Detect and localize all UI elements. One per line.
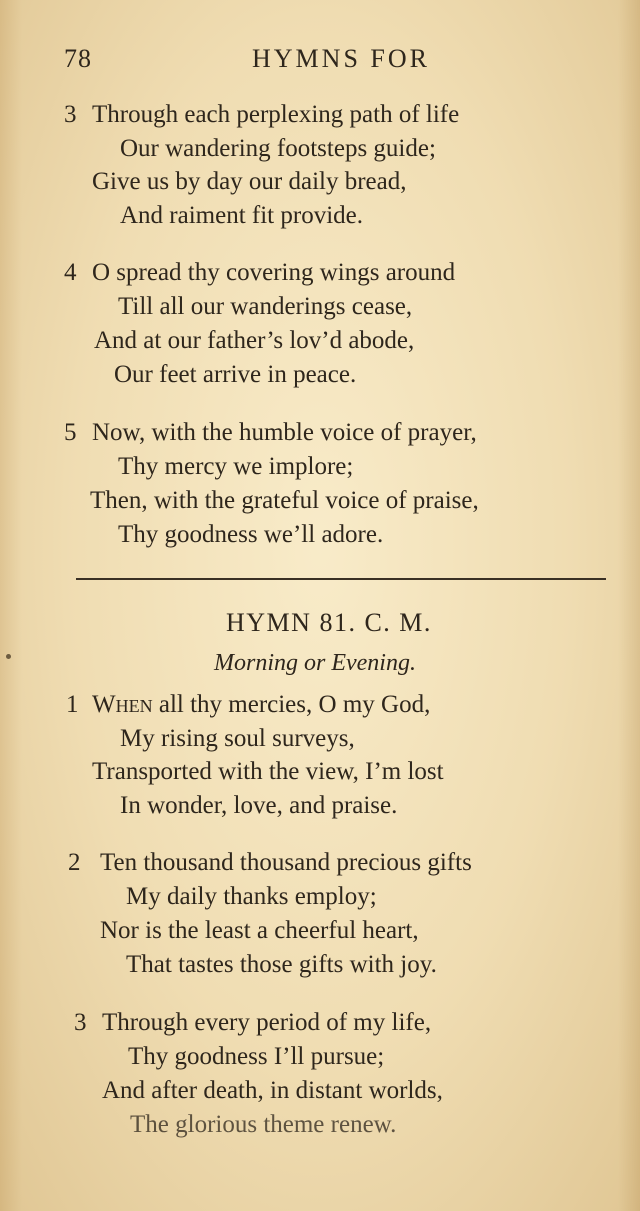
verse-line: Give us by day our daily bread, bbox=[92, 168, 407, 195]
ink-speck bbox=[6, 654, 11, 659]
page-number: 78 bbox=[64, 44, 92, 73]
verse-line: That tastes those gifts with joy. bbox=[126, 951, 437, 978]
verse-line: My daily thanks employ; bbox=[126, 883, 377, 910]
verse-line: My rising soul surveys, bbox=[120, 725, 355, 752]
verse-line: And at our father’s lov’d abode, bbox=[94, 327, 415, 354]
verse-line: Transported with the view, I’m lost bbox=[92, 758, 444, 785]
verse-line: Thy goodness I’ll pursue; bbox=[128, 1043, 385, 1070]
stanza-number: 3 bbox=[64, 101, 77, 128]
verse-line: Our wandering footsteps guide; bbox=[120, 135, 436, 162]
verse-line: And after death, in distant worlds, bbox=[102, 1077, 443, 1104]
stanza-number: 4 bbox=[64, 259, 77, 286]
section-divider bbox=[76, 578, 606, 580]
hymn-title: HYMN 81. C. M. bbox=[226, 608, 432, 637]
stanza-number: 2 bbox=[68, 849, 81, 876]
verse-line: And raiment fit provide. bbox=[120, 202, 363, 229]
verse-line: Our feet arrive in peace. bbox=[114, 361, 357, 388]
verse-line: Now, with the humble voice of prayer, bbox=[92, 419, 477, 446]
verse-line: Nor is the least a cheerful heart, bbox=[100, 917, 419, 944]
page-header bbox=[0, 44, 640, 76]
verse-line: Then, with the grateful voice of praise, bbox=[90, 487, 479, 514]
verse-line: Through each perplexing path of life bbox=[92, 101, 460, 128]
verse-line: Thy goodness we’ll adore. bbox=[118, 521, 384, 548]
verse-line: Through every period of my life, bbox=[102, 1009, 432, 1036]
running-head: HYMNS FOR bbox=[252, 44, 430, 73]
verse-line: Till all our wanderings cease, bbox=[118, 293, 413, 320]
verse-line: Ten thousand thousand precious gifts bbox=[100, 849, 472, 876]
stanza-number: 3 bbox=[74, 1009, 87, 1036]
verse-line: The glorious theme renew. bbox=[130, 1111, 397, 1138]
verse-line bbox=[92, 690, 430, 720]
stanza-number: 1 bbox=[66, 691, 79, 718]
hymn-subtitle: Morning or Evening. bbox=[214, 650, 416, 676]
verse-line-rest: all thy mercies, O my God, bbox=[158, 691, 431, 718]
verse-line: Thy mercy we implore; bbox=[118, 453, 354, 480]
stanza-number: 5 bbox=[64, 419, 77, 446]
first-word: When bbox=[92, 691, 153, 718]
verse-line: In wonder, love, and praise. bbox=[120, 792, 398, 819]
verse-line: O spread thy covering wings around bbox=[92, 259, 456, 286]
